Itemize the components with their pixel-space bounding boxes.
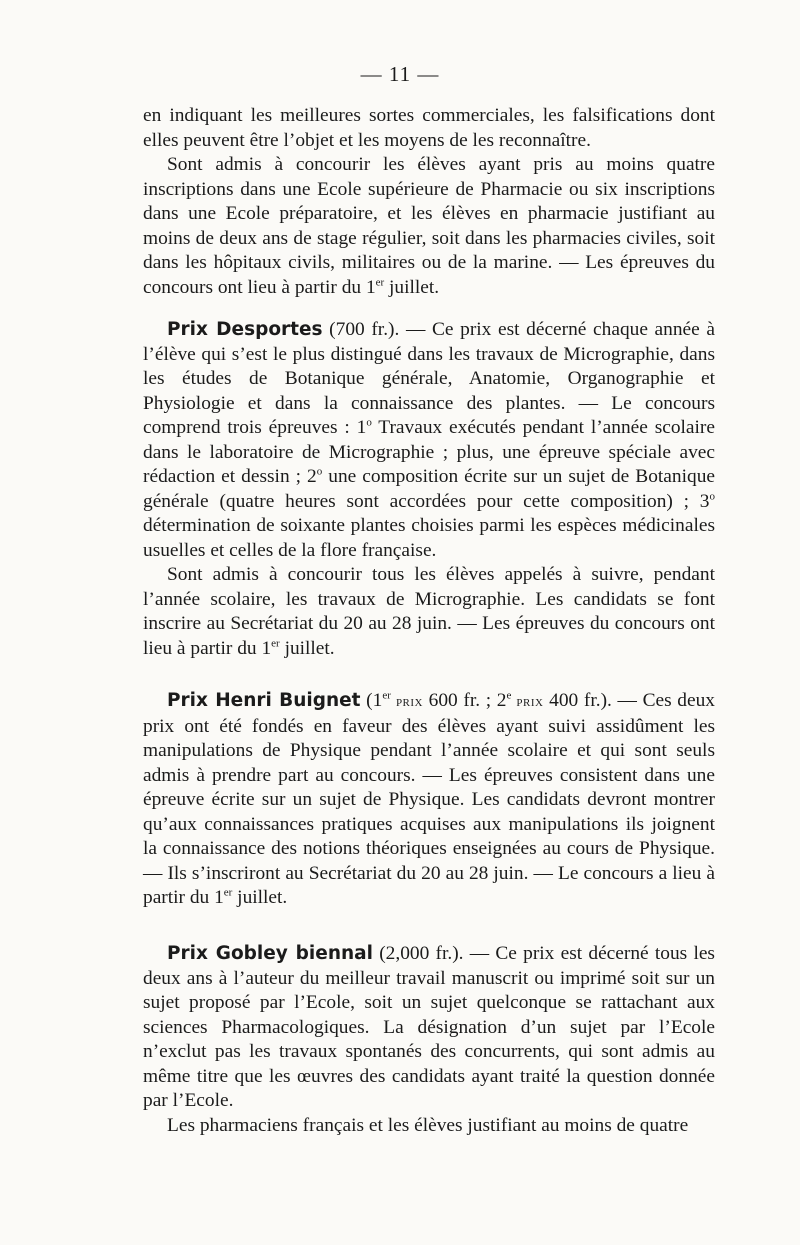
- gobley-continuation-paragraph: Les pharmaciens français et les élèves justifiant au moins de quatre: [167, 1114, 689, 1136]
- gobley-section: [143, 942, 715, 1138]
- desportes-date-number: 1: [261, 637, 272, 659]
- desportes-sup-3: o: [709, 490, 715, 503]
- desportes-text-2: Travaux exécutés pendant l’année scolaire dans le laboratoire de Micrographie ; plus, une épreuve spéciale avec rédaction et dessin ; 2: [143, 417, 715, 487]
- buignet-section: [143, 689, 715, 911]
- desportes-prize-name: Prix Desportes: [167, 319, 323, 340]
- buignet-sup-2: e: [506, 689, 512, 702]
- buignet-prize-name: Prix Henri Buignet: [167, 690, 361, 711]
- intro-continuation-paragraph: en indiquant les meilleures sortes commerciales, les falsifications dont elles peuvent être l’objet et les moyens de les reconnaître.: [143, 105, 715, 151]
- intro-date-rest: juillet.: [384, 276, 440, 298]
- gobley-paragraph: [143, 942, 715, 1114]
- gobley-text-1: (2,000 fr.). — Ce prix est décerné tous les deux ans à l’auteur du meilleur travail manuscrit ou imprimé soit sur un sujet proposé par l’Ecole, soit un sujet quelconque se rattachant aux sciences Pharmacologiques. La désignation d’un sujet par l’Ecole n’exclut pas les travaux spontanés des concurrents, qui sont admis au même titre que les œuvres des candidats ayant traité la question donnée par l’Ecole.: [143, 943, 715, 1111]
- desportes-admission-paragraph: [143, 563, 715, 661]
- intro-admission-text: Sont admis à concourir les élèves ayant pris au moins quatre inscriptions dans une Ecole supérieure de Pharmacie ou six inscriptions dans une Ecole préparatoire, et les élèves en pharmacie justifiant au moins de deux ans de stage régulier, soit dans les pharmacies civiles, soit dans les hôpitaux civils, militaires ou de la marine. — Les épreuves du concours ont lieu à partir du: [143, 154, 715, 298]
- desportes-date-rest: juillet.: [279, 637, 335, 659]
- intro-admission-paragraph: [143, 153, 715, 300]
- intro-date-sup: er: [375, 276, 385, 289]
- desportes-text-3: une composition écrite sur un sujet de Botanique générale (quatre heures sont accordées pour cette composition) ; 3: [143, 466, 715, 512]
- buignet-date-number: 1: [214, 887, 224, 908]
- buignet-date-rest: juillet.: [232, 887, 288, 908]
- buignet-text-1: (1: [360, 690, 383, 711]
- buignet-unit-2: prix: [511, 694, 544, 710]
- buignet-paragraph: [143, 689, 715, 911]
- gobley-prize-name: Prix Gobley biennal: [167, 943, 373, 964]
- buignet-text-2: 600 fr. ; 2: [423, 690, 507, 711]
- intro-section: [143, 104, 715, 300]
- page-number: — 11 —: [360, 62, 440, 86]
- buignet-text-3: 400 fr.). — Ces deux prix ont été fondés en faveur des élèves ayant suivi assidûment les manipulations de Physique pendant l’année scolaire et qui sont seuls admis à prendre part au concours. — Les épreuves consistent dans une épreuve écrite sur un sujet de Physique. Les candidats devront montrer qu’aux connaissances pratiques acquises aux manipulations ils joignent la connaissance des notions théoriques enseignées au cours de Physique. — Ils s’inscriront au Secrétariat du 20 au 28 juin. — Le concours a lieu à partir du: [143, 690, 716, 908]
- desportes-sup-1: o: [366, 416, 372, 429]
- desportes-text-4: détermination de soixante plantes choisies parmi les espèces médicinales usuelles et celles de la flore française.: [143, 515, 715, 561]
- desportes-date-sup: er: [271, 637, 280, 650]
- desportes-paragraph: [143, 318, 715, 563]
- buignet-sup-1: er: [382, 689, 391, 702]
- desportes-sup-2: o: [316, 465, 323, 478]
- desportes-text-1: (700 fr.). — Ce prix est décerné chaque année à l’élève qui s’est le plus distingué dans les travaux de Micrographie, dans les études de Botanique générale, Anatomie, Organographie et Physiologie et dans la connaissance des plantes. — Le concours comprend trois épreuves : 1: [143, 319, 715, 438]
- buignet-unit-1: prix: [390, 694, 424, 710]
- intro-date-number: 1: [365, 276, 376, 298]
- desportes-admission-text: Sont admis à concourir tous les élèves appelés à suivre, pendant l’année scolaire, les travaux de Micrographie. Les candidats se font inscrire au Secrétariat du 20 au 28 juin. — Les épreuves du concours ont lieu à partir du: [143, 564, 715, 659]
- buignet-date-sup: er: [223, 886, 233, 899]
- desportes-section: [143, 318, 715, 661]
